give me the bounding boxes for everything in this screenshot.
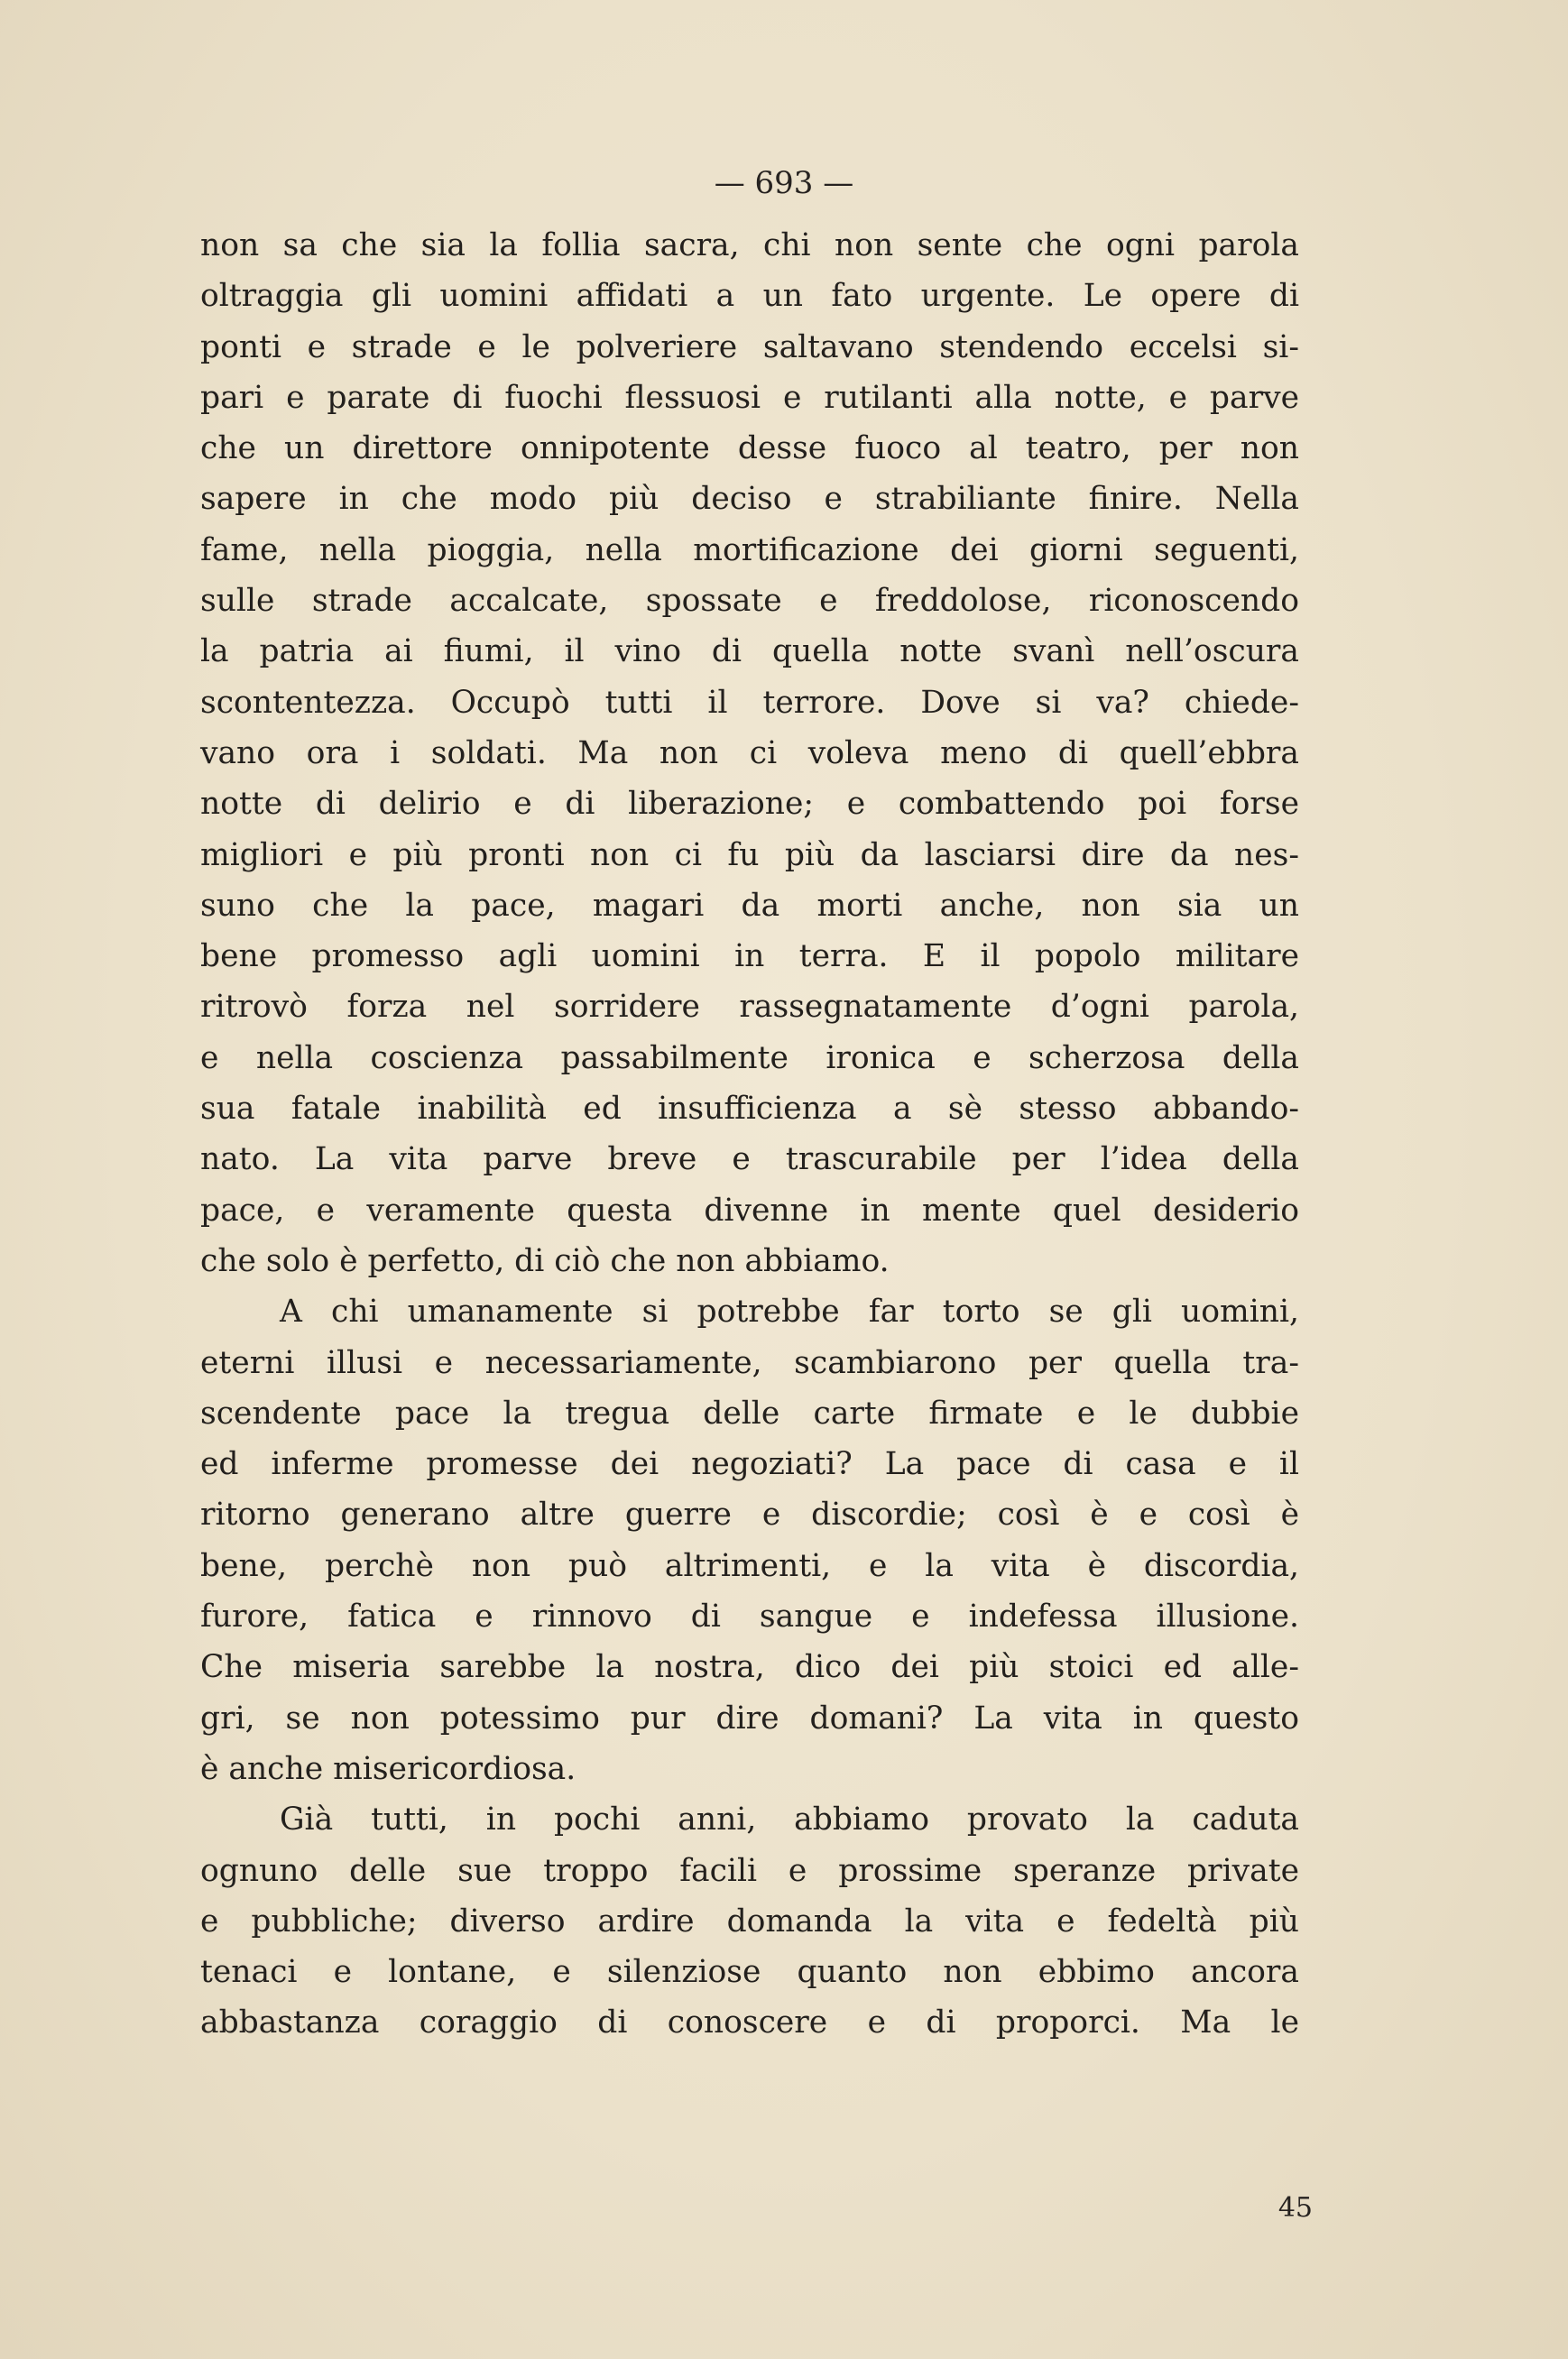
text-line: pace, e veramente questa divenne in mente quel desiderio xyxy=(200,1192,1299,1229)
text-line: tenaci e lontane, e silenziose quanto non ebbimo ancora xyxy=(200,1954,1299,1991)
text-line: sulle strade accalcate, spossate e freddolose, riconoscendo xyxy=(200,583,1299,620)
text-line: fame, nella pioggia, nella mortificazione dei giorni seguenti, xyxy=(200,531,1299,568)
text-line: la patria ai fiumi, il vino di quella notte svanì nell’oscura xyxy=(200,633,1299,670)
text-line: vano ora i soldati. Ma non ci voleva meno di quell’ebbra xyxy=(200,734,1299,771)
text-line: gri, se non potessimo pur dire domani? La vita in questo xyxy=(200,1700,1299,1737)
text-line: ritrovò forza nel sorridere rassegnatamente d’ogni parola, xyxy=(200,989,1299,1026)
text-line: non sa che sia la follia sacra, chi non sente che ogni parola xyxy=(200,227,1299,263)
text-line: A chi umanamente si potrebbe far torto se gli uomini, xyxy=(280,1294,1299,1331)
text-line: e nella coscienza passabilmente ironica e scherzosa della xyxy=(200,1039,1299,1076)
text-line: che un direttore onnipotente desse fuoco al teatro, per non xyxy=(200,430,1299,467)
text-line: abbastanza coraggio di conoscere e di proporci. Ma le xyxy=(200,2004,1299,2041)
text-line: eterni illusi e necessariamente, scambiarono per quella tra- xyxy=(200,1344,1299,1381)
text-line: pari e parate di fuochi flessuosi e rutilanti alla notte, e parve xyxy=(200,379,1299,416)
text-line: sua fatale inabilità ed insufficienza a sè stesso abbando- xyxy=(200,1091,1299,1128)
text-line: bene, perchè non può altrimenti, e la vita è discordia, xyxy=(200,1547,1299,1584)
text-line: Che miseria sarebbe la nostra, dico dei più stoici ed alle- xyxy=(200,1649,1299,1686)
text-line: ponti e strade e le polveriere saltavano stendendo eccelsi si- xyxy=(200,328,1299,365)
text-line: bene promesso agli uomini in terra. E il popolo militare xyxy=(200,938,1299,975)
text-line: suno che la pace, magari da morti anche, non sia un xyxy=(200,887,1299,924)
text-line: e pubbliche; diverso ardire domanda la vita e fedeltà più xyxy=(200,1903,1299,1940)
text-line: che solo è perfetto, di ciò che non abbiamo. xyxy=(200,1242,890,1279)
text-line: migliori e più pronti non ci fu più da lasciarsi dire da nes- xyxy=(200,836,1299,873)
signature-mark: 45 xyxy=(1277,2192,1313,2224)
text-line: oltraggia gli uomini affidati a un fato urgente. Le opere di xyxy=(200,278,1299,315)
page-number: — 693 — xyxy=(714,165,854,201)
text-line: ed inferme promesse dei negoziati? La pace di casa e il xyxy=(200,1446,1299,1483)
text-line: nato. La vita parve breve e trascurabile per l’idea della xyxy=(200,1141,1299,1178)
text-line: notte di delirio e di liberazione; e combattendo poi forse xyxy=(200,786,1299,823)
text-line: è anche misericordiosa. xyxy=(200,1750,576,1787)
text-line: Già tutti, in pochi anni, abbiamo provato la caduta xyxy=(280,1802,1299,1838)
text-line: scendente pace la tregua delle carte firmate e le dubbie xyxy=(200,1395,1299,1432)
text-line: sapere in che modo più deciso e strabiliante finire. Nella xyxy=(200,481,1299,518)
text-line: furore, fatica e rinnovo di sangue e indefessa illusione. xyxy=(200,1599,1299,1636)
text-line: ognuno delle sue troppo facili e prossime speranze private xyxy=(200,1852,1299,1889)
body-text xyxy=(200,220,1299,2049)
text-line: scontentezza. Occupò tutti il terrore. Dove si va? chiede- xyxy=(200,684,1299,721)
text-line: ritorno generano altre guerre e discordie; così è e così è xyxy=(200,1497,1299,1534)
